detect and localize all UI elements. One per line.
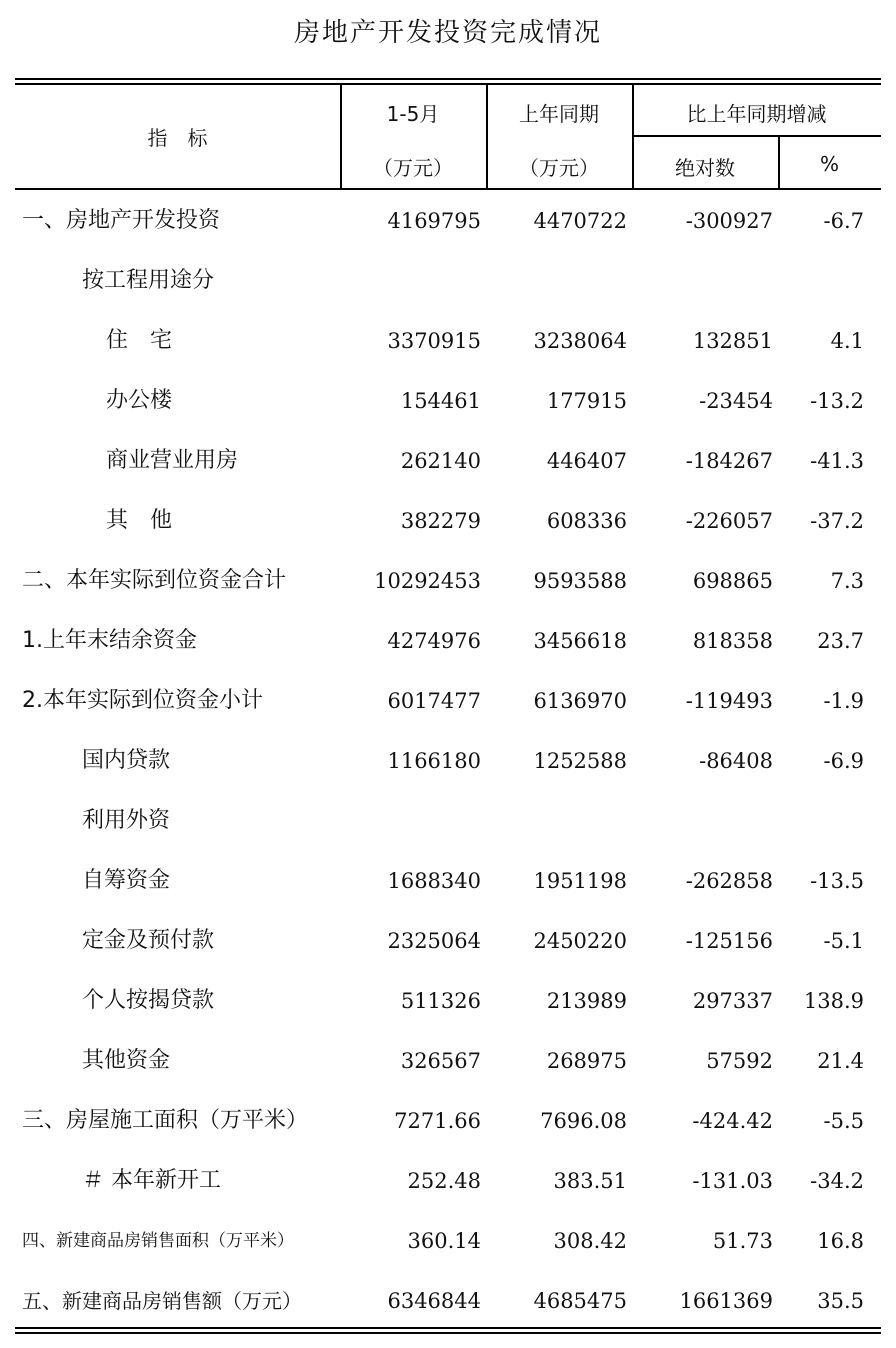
- cell-value: 511326: [400, 989, 481, 1013]
- row-label: 个人按揭贷款: [82, 988, 215, 1013]
- cell-value: 446407: [546, 449, 627, 473]
- cell-value: 3238064: [533, 329, 627, 353]
- cell-value: 7271.66: [394, 1109, 481, 1133]
- cell-value: 6017477: [387, 689, 481, 713]
- cell-value: 360.14: [407, 1229, 481, 1253]
- cell-value: -262858: [685, 869, 773, 893]
- cell-value: 35.5: [817, 1289, 864, 1313]
- cell-value: -6.7: [823, 209, 864, 233]
- cell-value: -1.9: [823, 689, 864, 713]
- table-row: [15, 491, 881, 551]
- cell-value: -5.5: [823, 1109, 864, 1133]
- table-row: [15, 1091, 881, 1151]
- table-row: [15, 1211, 881, 1271]
- row-label: 五、新建商品房销售额（万元）: [22, 1289, 302, 1313]
- cell-value: 3370915: [387, 329, 481, 353]
- row-label: 按工程用途分: [82, 268, 215, 293]
- cell-value: -125156: [685, 929, 773, 953]
- header-col1-top: 1-5月: [386, 102, 440, 126]
- table-row: [15, 671, 881, 731]
- cell-value: 51.73: [712, 1229, 773, 1253]
- cell-value: 297337: [692, 989, 773, 1013]
- cell-value: 213989: [546, 989, 627, 1013]
- row-label: ＃ 本年新开工: [82, 1168, 221, 1193]
- row-label: 二、本年实际到位资金合计: [22, 568, 287, 593]
- bottom-rule-inner: [15, 1327, 881, 1329]
- row-label: 四、新建商品房销售面积（万平米）: [22, 1231, 294, 1251]
- row-label: 其他资金: [82, 1048, 171, 1073]
- row-label: 利用外资: [82, 808, 171, 833]
- cell-value: 7696.08: [540, 1109, 627, 1133]
- header-change-pct: %: [819, 152, 839, 176]
- cell-value: 1688340: [387, 869, 481, 893]
- row-label: 商业营业用房: [106, 448, 239, 473]
- cell-value: 2450220: [533, 929, 627, 953]
- cell-value: 21.4: [817, 1049, 864, 1073]
- cell-value: -300927: [685, 209, 773, 233]
- cell-value: 9593588: [533, 569, 627, 593]
- cell-value: 608336: [546, 509, 627, 533]
- cell-value: 6346844: [387, 1289, 481, 1313]
- cell-value: -13.2: [810, 389, 864, 413]
- cell-value: 383.51: [553, 1169, 627, 1193]
- cell-value: -226057: [685, 509, 773, 533]
- cell-value: 262140: [400, 449, 481, 473]
- header-col2-bottom: （万元）: [519, 156, 599, 180]
- cell-value: 57592: [706, 1049, 773, 1073]
- row-label: 住 宅: [106, 328, 173, 353]
- header-indicator: 指 标: [147, 126, 208, 150]
- cell-value: 138.9: [803, 989, 864, 1013]
- row-label: 三、房屋施工面积（万平米）: [22, 1108, 309, 1133]
- table-row: [15, 731, 881, 791]
- row-label: 2.本年实际到位资金小计: [22, 688, 263, 713]
- table-row: [15, 851, 881, 911]
- cell-value: 818358: [692, 629, 773, 653]
- top-rule-outer: [15, 78, 881, 80]
- cell-value: -23454: [699, 389, 773, 413]
- header-col2-top: 上年同期: [519, 102, 599, 126]
- table-row: [15, 431, 881, 491]
- cell-value: 382279: [400, 509, 481, 533]
- table-row: [15, 1031, 881, 1091]
- table-row: [15, 311, 881, 371]
- cell-value: 1252588: [533, 749, 627, 773]
- cell-value: 308.42: [553, 1229, 627, 1253]
- cell-value: 6136970: [533, 689, 627, 713]
- table-row: [15, 551, 881, 611]
- table-row: [15, 791, 881, 851]
- cell-value: 16.8: [817, 1229, 864, 1253]
- cell-value: -41.3: [810, 449, 864, 473]
- table-row: [15, 191, 881, 251]
- cell-value: 4169795: [387, 209, 481, 233]
- row-label: 自筹资金: [82, 868, 171, 893]
- table-row: [15, 1151, 881, 1211]
- header-change-abs: 绝对数: [675, 156, 735, 180]
- cell-value: 10292453: [374, 569, 481, 593]
- row-label: 其 他: [106, 508, 173, 533]
- row-label: 1.上年末结余资金: [22, 628, 197, 653]
- cell-value: -34.2: [810, 1169, 864, 1193]
- cell-value: -119493: [685, 689, 773, 713]
- cell-value: 1166180: [387, 749, 481, 773]
- cell-value: 4.1: [830, 329, 864, 353]
- cell-value: 4685475: [533, 1289, 627, 1313]
- cell-value: -5.1: [823, 929, 864, 953]
- cell-value: 4274976: [387, 629, 481, 653]
- cell-value: 326567: [400, 1049, 481, 1073]
- cell-value: 268975: [546, 1049, 627, 1073]
- cell-value: 154461: [400, 389, 481, 413]
- header-group-rule: [632, 135, 881, 137]
- row-label: 国内贷款: [82, 748, 171, 773]
- cell-value: -131.03: [692, 1169, 773, 1193]
- cell-value: 1951198: [533, 869, 627, 893]
- table-row: [15, 611, 881, 671]
- table-row: [15, 971, 881, 1031]
- cell-value: -13.5: [810, 869, 864, 893]
- cell-value: -86408: [699, 749, 773, 773]
- cell-value: 23.7: [817, 629, 864, 653]
- cell-value: 177915: [546, 389, 627, 413]
- row-label: 办公楼: [106, 388, 173, 413]
- cell-value: 132851: [692, 329, 773, 353]
- header-change-group: 比上年同期增减: [686, 102, 827, 126]
- top-rule-inner: [15, 83, 881, 85]
- cell-value: 698865: [692, 569, 773, 593]
- bottom-rule-outer: [15, 1332, 881, 1334]
- row-label: 一、房地产开发投资: [22, 208, 221, 233]
- table-row: [15, 371, 881, 431]
- header-bottom-rule: [15, 188, 881, 190]
- cell-value: 2325064: [387, 929, 481, 953]
- table-row: [15, 1271, 881, 1331]
- cell-value: -37.2: [810, 509, 864, 533]
- cell-value: 1661369: [679, 1289, 773, 1313]
- cell-value: -424.42: [692, 1109, 773, 1133]
- row-label: 定金及预付款: [82, 928, 215, 953]
- cell-value: 7.3: [830, 569, 864, 593]
- cell-value: -6.9: [823, 749, 864, 773]
- cell-value: 4470722: [533, 209, 627, 233]
- table-row: [15, 911, 881, 971]
- header-col1-bottom: （万元）: [373, 156, 453, 180]
- cell-value: 3456618: [533, 629, 627, 653]
- page-title: 房地产开发投资完成情况: [293, 18, 602, 48]
- table-row: [15, 251, 881, 311]
- cell-value: 252.48: [407, 1169, 481, 1193]
- cell-value: -184267: [685, 449, 773, 473]
